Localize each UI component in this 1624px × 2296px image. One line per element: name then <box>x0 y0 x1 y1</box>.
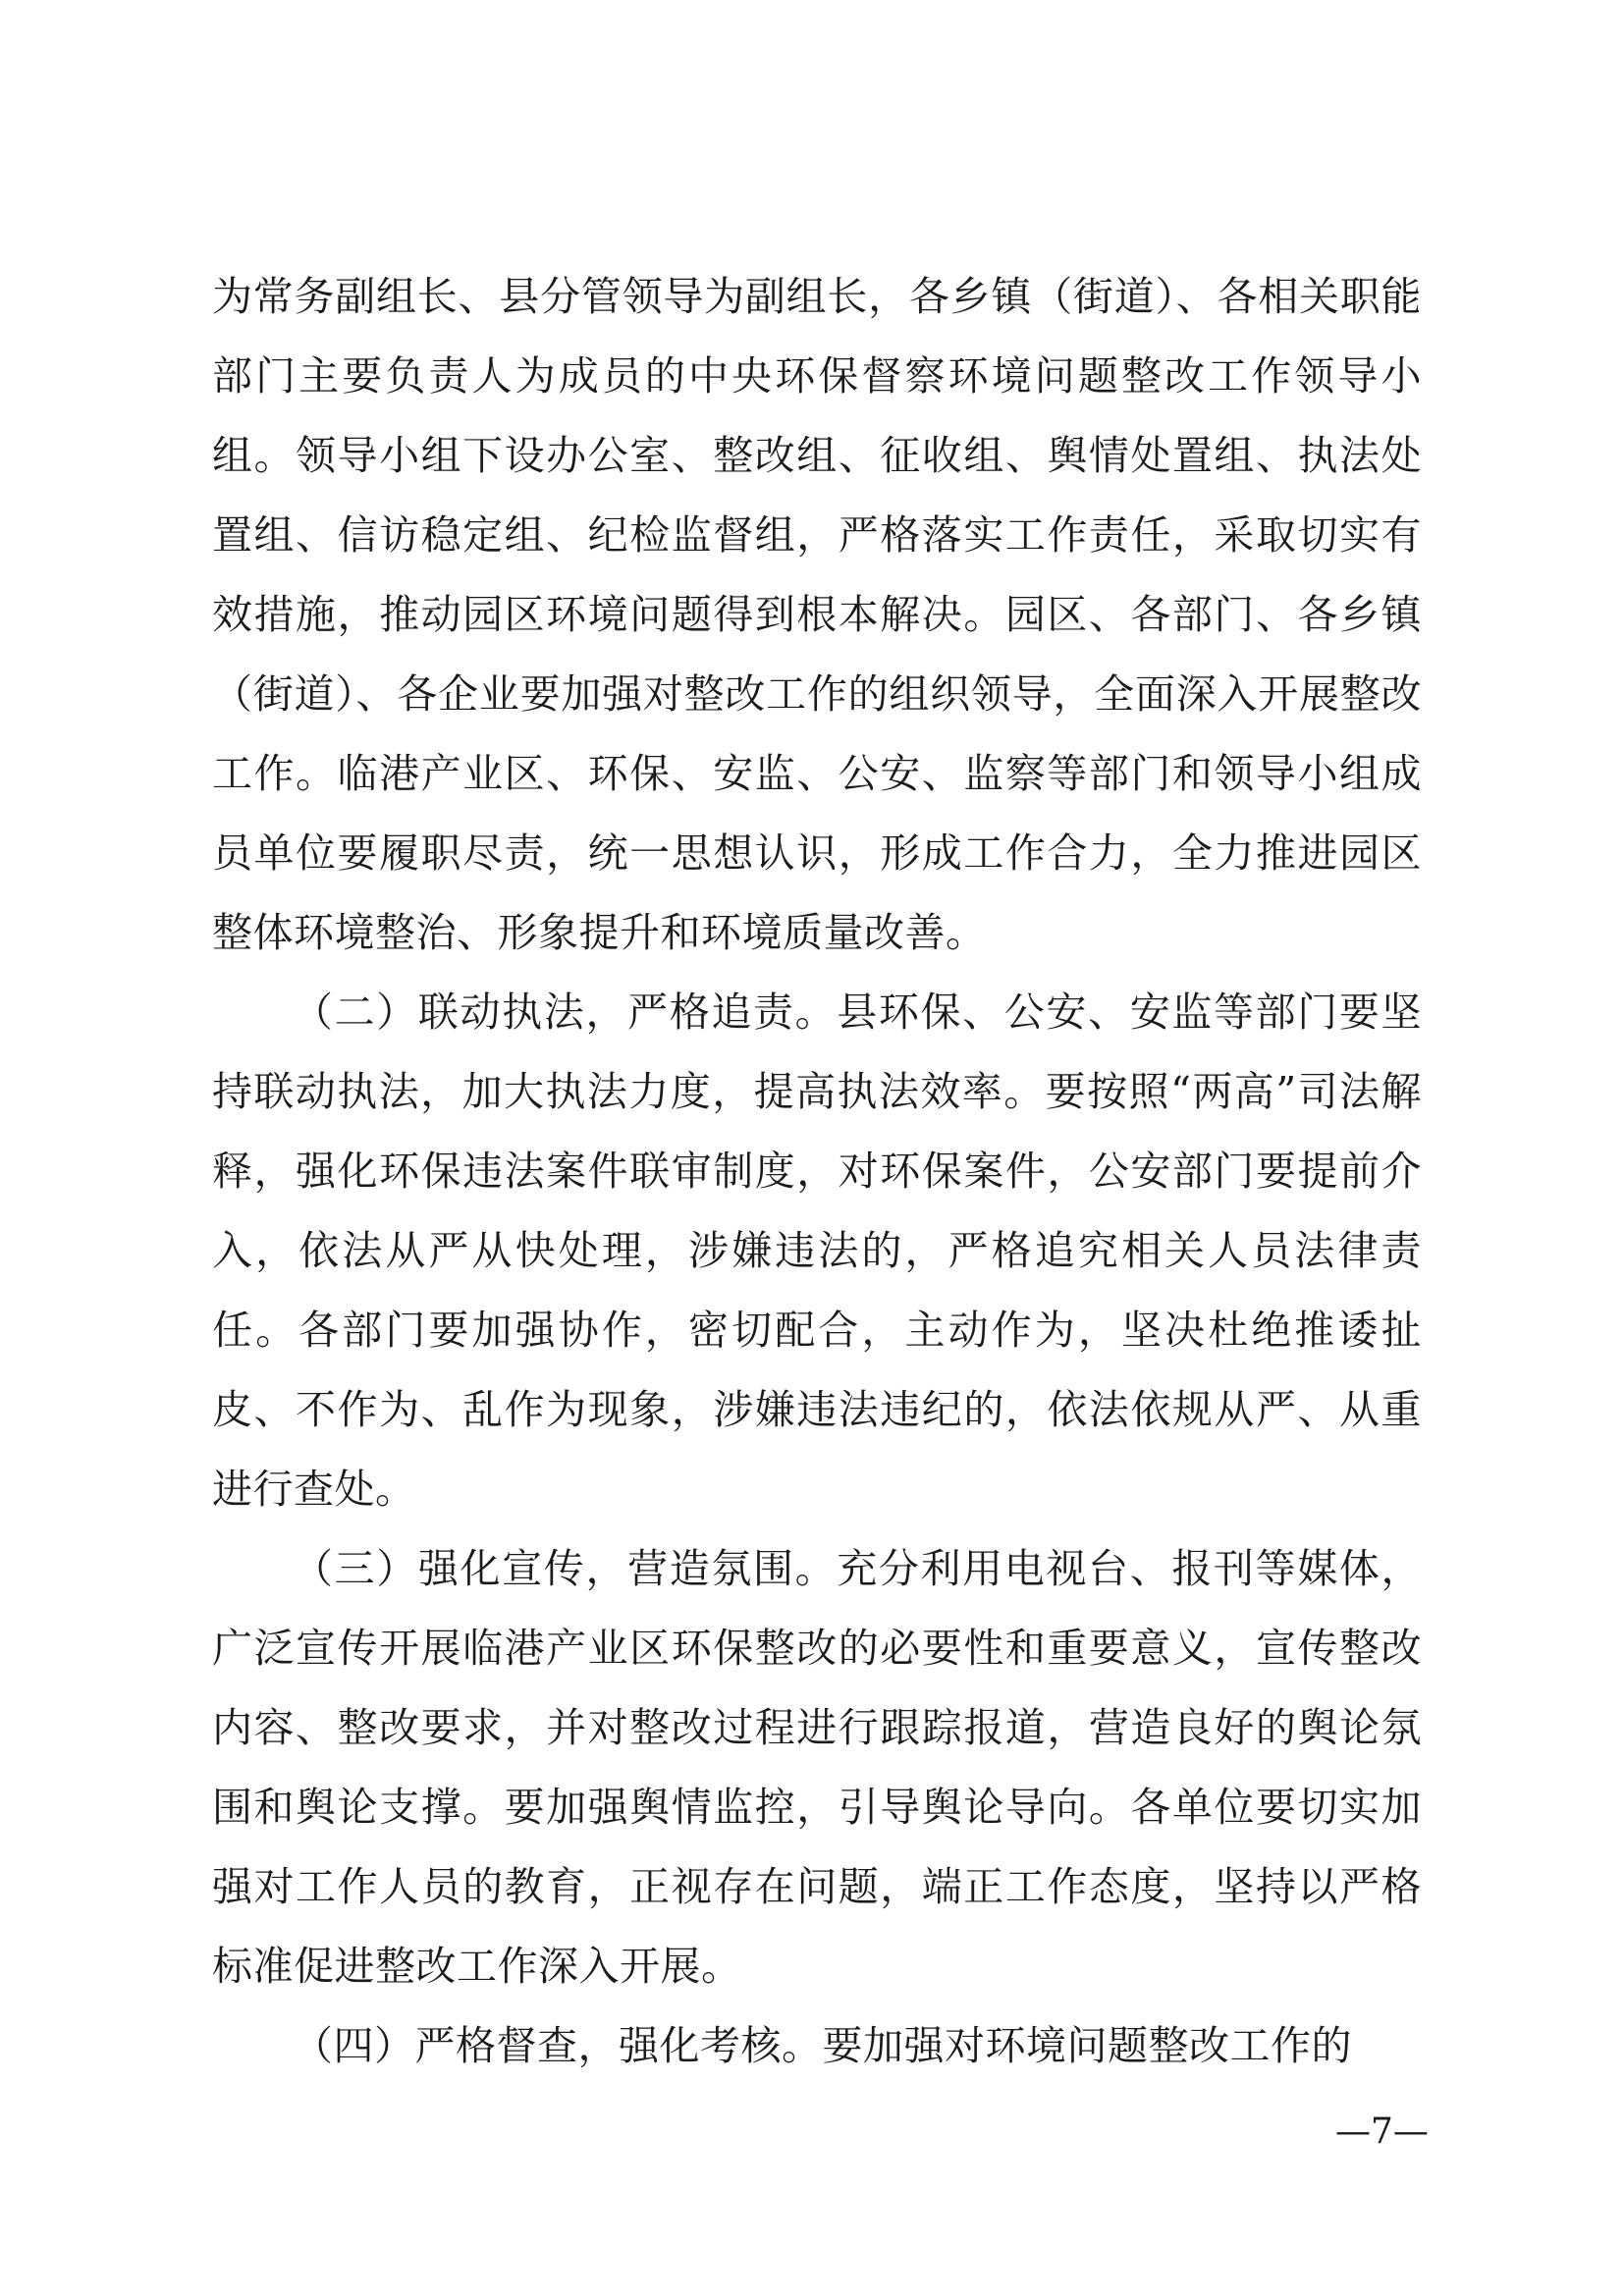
paragraph-publicity: （三）强化宣传，营造氛围。充分利用电视台、报刊等媒体，广泛宣传开展临港产业区环保整改的必要性和重要意义，宣传整改内容、整改要求，并对整改过程进行跟踪报道，营造良好的舆论氛围和舆论支撑。要加强舆情监控，引导舆论导向。各单位要切实加强对工作人员的教育，正视存在问题，端正工作态度，坚持以严格标准促进整改工作深入开展。 <box>212 1545 1422 1990</box>
body-text <box>212 257 1422 2086</box>
paragraph-supervision: （四）严格督查，强化考核。要加强对环境问题整改工作的 <box>293 2022 1352 2069</box>
page-number: —7— <box>1335 2111 1429 2152</box>
paragraph-joint-enforcement: （二）联动执法，严格追责。县环保、公安、安监等部门要坚持联动执法，加大执法力度，提高执法效率。要按照“两高”司法解释，强化环保违法案件联审制度，对环保案件，公安部门要提前介入，依法从严从快处理，涉嫌违法的，严格追究相关人员法律责任。各部门要加强协作，密切配合，主动作为，坚决杜绝推诿扯皮、不作为、乱作为现象，涉嫌违法违纪的，依法依规从严、从重进行查处。 <box>212 988 1422 1513</box>
paragraph-continuation: 为常务副组长、县分管领导为副组长，各乡镇（街道）、各相关职能部门主要负责人为成员的中央环保督察环境问题整改工作领导小组。领导小组下设办公室、整改组、征收组、舆情处置组、执法处置组、信访稳定组、纪检监督组，严格落实工作责任，采取切实有效措施，推动园区环境问题得到根本解决。园区、各部门、各乡镇（街道）、各企业要加强对整改工作的组织领导，全面深入开展整改工作。临港产业区、环保、安监、公安、监察等部门和领导小组成员单位要履职尽责，统一思想认识，形成工作合力，全力推进园区整体环境整治、形象提升和环境质量改善。 <box>212 273 1422 956</box>
